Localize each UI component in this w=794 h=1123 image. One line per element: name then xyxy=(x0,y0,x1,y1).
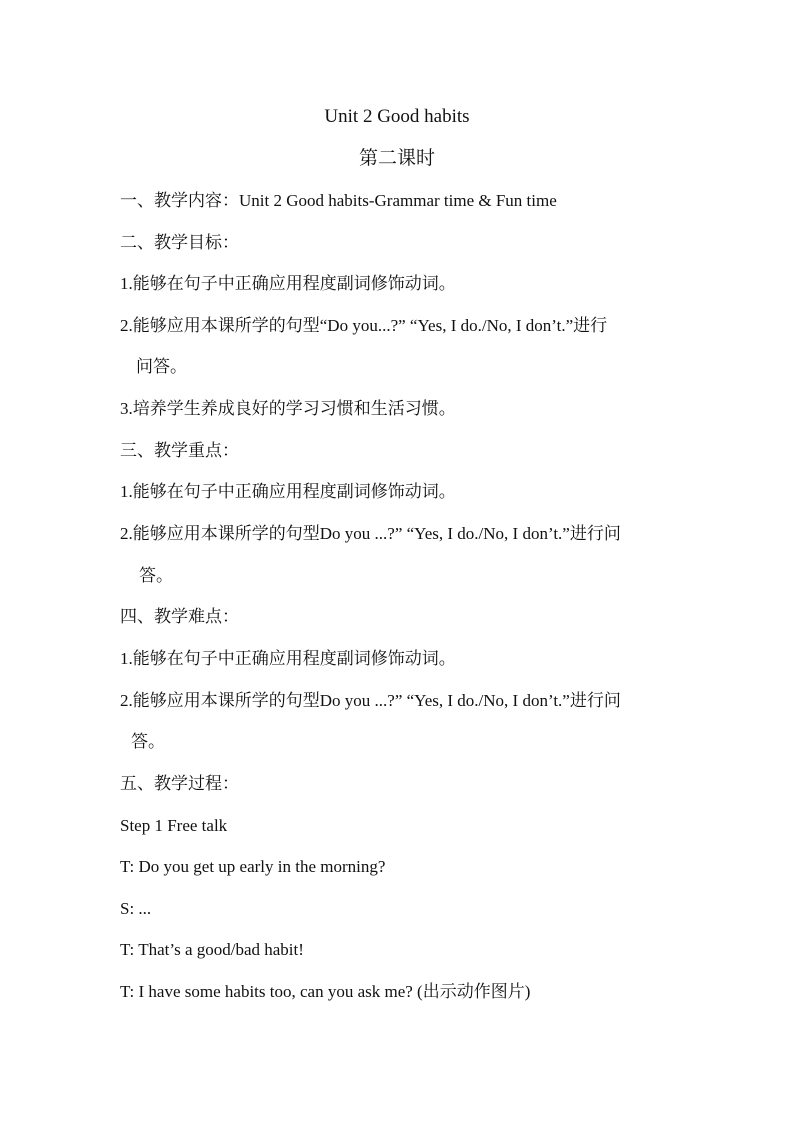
difficulty-item-2: 2.能够应用本课所学的句型Do you ...?” “Yes, I do./No, I don’t.”进行问 xyxy=(120,691,621,710)
dialogue-line: T: Do you get up early in the morning? xyxy=(120,857,386,876)
document-title: Unit 2 Good habits xyxy=(324,106,470,127)
dialogue-line: T: That’s a good/bad habit! xyxy=(120,940,304,959)
section-key-points: 三、教学重点： xyxy=(120,441,239,460)
key-point-item-2-continued: 答。 xyxy=(139,566,173,585)
key-point-item-2: 2.能够应用本课所学的句型Do you ...?” “Yes, I do./No, I don’t.”进行问 xyxy=(120,524,621,543)
section-teaching-content: 一、教学内容：Unit 2 Good habits-Grammar time & Fun time xyxy=(120,191,557,210)
objective-item-1: 1.能够在句子中正确应用程度副词修饰动词。 xyxy=(120,274,456,293)
difficulty-item-1: 1.能够在句子中正确应用程度副词修饰动词。 xyxy=(120,649,456,668)
dialogue-line: T: I have some habits too, can you ask me? (出示动作图片) xyxy=(120,982,531,1001)
key-point-item-1: 1.能够在句子中正确应用程度副词修饰动词。 xyxy=(120,482,456,501)
objective-item-2: 2.能够应用本课所学的句型“Do you...?” “Yes, I do./No, I don’t.”进行 xyxy=(120,316,608,335)
lesson-period: 第二课时 xyxy=(358,148,435,169)
objective-item-2-continued: 问答。 xyxy=(136,357,187,376)
section-teaching-process: 五、教学过程： xyxy=(120,774,239,793)
section-difficulties: 四、教学难点： xyxy=(120,607,239,626)
difficulty-item-2-continued: 答。 xyxy=(131,732,165,751)
section-teaching-objectives: 二、教学目标： xyxy=(120,233,239,252)
objective-item-3: 3.培养学生养成良好的学习习惯和生活习惯。 xyxy=(120,399,456,418)
step-1-heading: Step 1 Free talk xyxy=(120,816,228,835)
dialogue-line: S: ... xyxy=(120,899,152,918)
